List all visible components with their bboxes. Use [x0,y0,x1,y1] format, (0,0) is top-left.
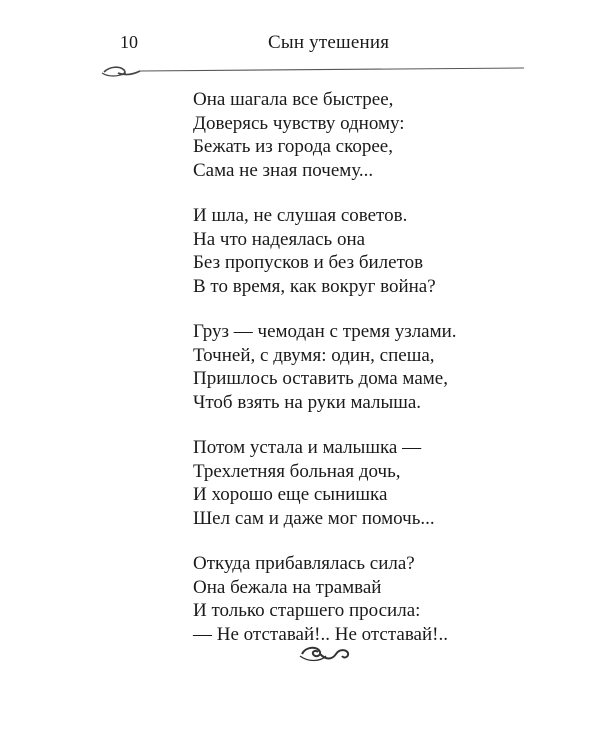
poem-line: Она бежала на трамвай [193,576,382,598]
poem-line: — Не отставай!.. Не отставай!.. [193,623,448,645]
stanza [193,436,553,530]
stanza [193,204,553,298]
poem-line: Бежать из города скорее, [193,136,393,157]
poem-line: Трехлетняя больная дочь, [193,460,401,482]
flourish-ornament-icon [296,640,352,668]
poem-line: Доверясь чувству одному: [193,112,405,134]
poem-line: Без пропусков и без билетов [193,252,424,273]
stanza [193,320,553,414]
poem-line: И хорошо еще сынишка [193,484,388,505]
poem-line: На что надеялась она [193,228,366,250]
poem [193,88,553,668]
poem-line: Откуда прибавлялась сила? [193,553,415,574]
poem-line: Точней, с двумя: один, спеша, [193,344,435,366]
page-number: 10 [120,32,138,52]
poem-line: Потом устала и малышка — [193,437,422,458]
stanza [193,88,553,182]
poem-line: Шел сам и даже мог помочь... [193,507,435,529]
poem-line: В то время, как вокруг война? [193,275,436,297]
poem-line: Сама не зная почему... [193,159,374,181]
poem-line: Чтоб взять на руки малыша. [193,391,422,413]
poem-line: Груз — чемодан с тремя узлами. [193,321,457,342]
header-flourish-rule [96,60,526,80]
poem-line: Она шагала все быстрее, [193,89,394,110]
poem-line: И шла, не слушая советов. [193,205,408,226]
poem-line: Пришлось оставить дома маме, [193,368,448,389]
poem-line: И только старшего просила: [193,600,421,621]
flourish-ornament-icon [104,67,140,74]
stanza [193,552,553,646]
running-title: Сын утешения [268,32,390,53]
